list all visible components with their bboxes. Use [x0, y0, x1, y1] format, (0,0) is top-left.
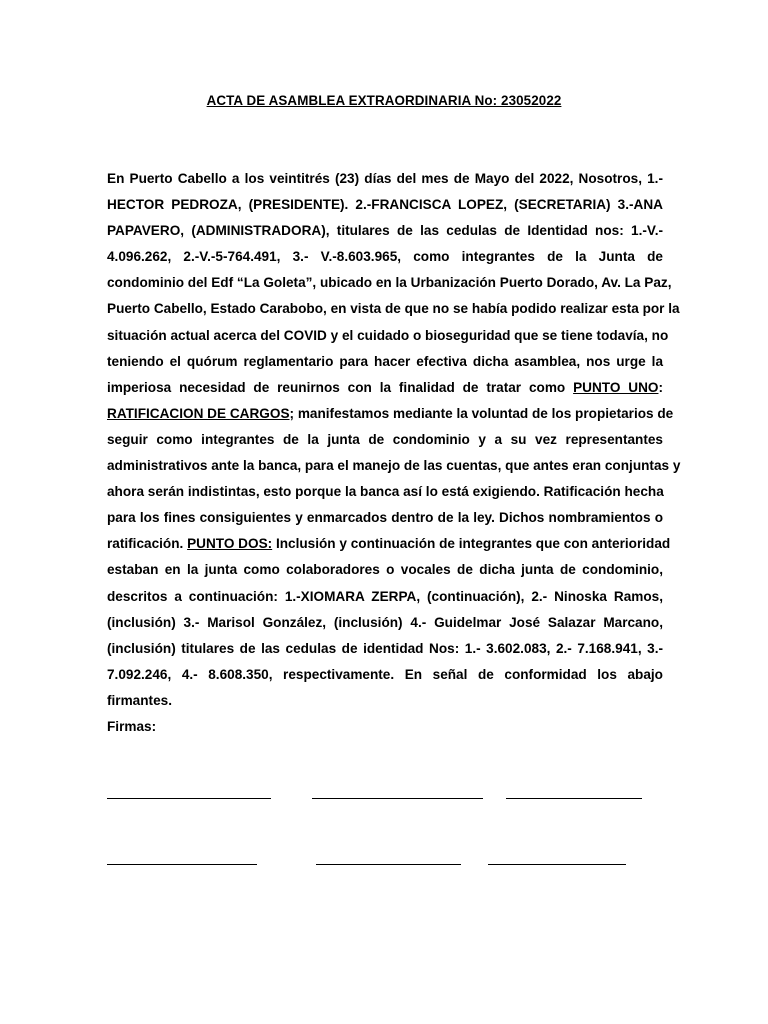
- firmas-label: Firmas:: [107, 719, 157, 734]
- signature-line: [312, 798, 483, 799]
- document-body: [107, 166, 681, 714]
- body-line: Puerto Cabello, Estado Carabobo, en vista de que no se había podido realizar esta por la: [107, 301, 680, 317]
- document-title: ACTA DE ASAMBLEA EXTRAORDINARIA No: 23052022: [206, 93, 562, 108]
- body-line: En Puerto Cabello a los veintitrés (23) días del mes de Mayo del 2022, Nosotros, 1.-: [107, 171, 663, 186]
- body-line: administrativos ante la banca, para el manejo de las cuentas, que antes eran conjuntas y: [107, 458, 681, 474]
- body-line: seguir como integrantes de la junta de condominio y a su vez representantes: [107, 431, 663, 447]
- body-line: [107, 375, 663, 401]
- body-text-segment: Inclusión y continuación de integrantes que con anterioridad: [272, 536, 671, 552]
- signature-line: [107, 798, 271, 799]
- body-line: 4.096.262, 2.-V.-5-764.491, 3.- V.-8.603.965, como integrantes de la Junta de: [107, 249, 663, 265]
- body-text-segment: ratificación.: [107, 536, 188, 552]
- body-line: situación actual acerca del COVID y el cuidado o bioseguridad que se tiene todavía, no: [107, 327, 669, 343]
- ratificacion-heading: RATIFICACION DE CARGOS: [107, 405, 290, 421]
- body-line: teniendo el quórum reglamentario para hacer efectiva dicha asamblea, nos urge la: [107, 353, 663, 369]
- body-line: [107, 531, 671, 557]
- signature-line: [506, 798, 642, 799]
- signature-line: [316, 864, 461, 865]
- signature-line: [107, 864, 257, 865]
- body-line: (inclusión) 3.- Marisol González, (inclusión) 4.- Guidelmar José Salazar Marcano,: [107, 614, 663, 630]
- body-line: HECTOR PEDROZA, (PRESIDENTE). 2.-FRANCISCA LOPEZ, (SECRETARIA) 3.-ANA: [107, 197, 663, 213]
- body-line: ahora serán indistintas, esto porque la banca así lo está exigiendo. Ratificación hecha: [107, 484, 664, 500]
- body-line: para los fines consiguientes y enmarcados dentro de la ley. Dichos nombramientos o: [107, 510, 663, 526]
- body-line: PAPAVERO, (ADMINISTRADORA), titulares de las cedulas de Identidad nos: 1.-V.-: [107, 223, 663, 239]
- body-line: [107, 401, 674, 427]
- body-text-segment: ; manifestamos mediante la voluntad de los propietarios de: [289, 405, 674, 421]
- signature-line: [488, 864, 626, 865]
- punto-dos-heading: PUNTO DOS:: [187, 536, 273, 552]
- punto-uno-heading: PUNTO UNO: [573, 379, 659, 395]
- body-line: condominio del Edf “La Goleta”, ubicado en la Urbanización Puerto Dorado, Av. La Paz,: [107, 275, 672, 291]
- body-text-segment: imperiosa necesidad de reunirnos con la finalidad de tratar como: [107, 379, 574, 395]
- body-line: 7.092.246, 4.- 8.608.350, respectivamente. En señal de conformidad los abajo: [107, 666, 663, 682]
- body-line: (inclusión) titulares de las cedulas de identidad Nos: 1.- 3.602.083, 2.- 7.168.941, 3.-: [107, 640, 663, 656]
- body-line: descritos a continuación: 1.-XIOMARA ZERPA, (continuación), 2.- Ninoska Ramos,: [107, 588, 663, 604]
- body-text-segment: :: [658, 379, 664, 395]
- body-line: firmantes.: [107, 692, 172, 708]
- body-line: estaban en la junta como colaboradores o vocales de dicha junta de condominio,: [107, 562, 663, 578]
